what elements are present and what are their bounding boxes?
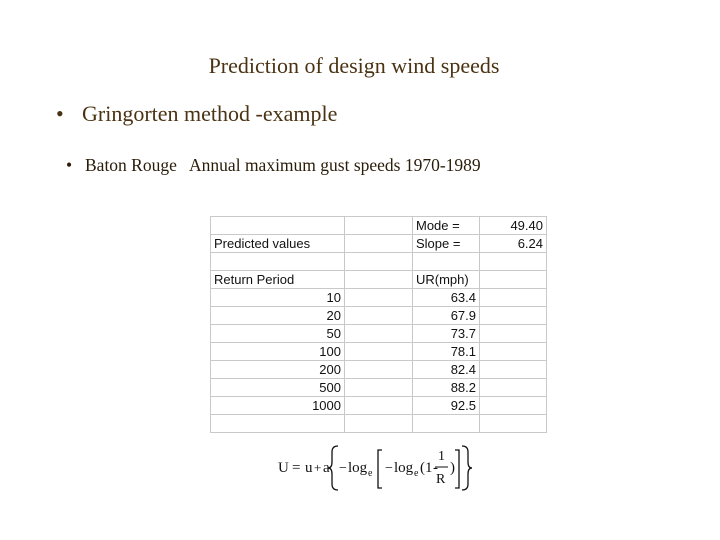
ur-cell: 88.2 — [413, 379, 480, 397]
predicted-values-label: Predicted values — [211, 235, 345, 253]
right-brace-icon — [462, 446, 472, 490]
formula-paren-open: ( — [420, 460, 425, 476]
right-bracket-icon — [455, 450, 459, 488]
ur-cell: 78.1 — [413, 343, 480, 361]
ur-cell: 82.4 — [413, 361, 480, 379]
return-period-cell: 10 — [211, 289, 345, 307]
left-bracket-icon — [378, 450, 382, 488]
formula-plus: + — [314, 460, 322, 475]
return-period-cell: 20 — [211, 307, 345, 325]
table-row — [211, 217, 547, 235]
bullet-dot: • — [56, 101, 64, 126]
mode-value: 49.40 — [480, 217, 547, 235]
table-row — [211, 253, 547, 271]
bullet-dot: • — [66, 155, 73, 175]
return-period-cell: 1000 — [211, 397, 345, 415]
formula-sub-e-1: e — [368, 468, 373, 479]
formula-log-2: log — [394, 460, 414, 476]
table-header-row — [211, 271, 547, 289]
formula-denominator: R — [436, 472, 446, 487]
ur-cell: 67.9 — [413, 307, 480, 325]
return-period-cell: 50 — [211, 325, 345, 343]
formula-minus-3: - — [433, 460, 438, 476]
formula-paren-close: ) — [450, 460, 455, 476]
formula-sub-e-2: e — [414, 468, 419, 479]
table-row — [211, 235, 547, 253]
slope-label: Slope = — [413, 235, 480, 253]
site-name: Baton Rouge — [85, 155, 177, 175]
return-period-header: Return Period — [211, 271, 345, 289]
formula-minus-1: − — [339, 461, 347, 476]
table-row — [211, 361, 547, 379]
table-row — [211, 289, 547, 307]
table-row — [211, 415, 547, 433]
return-period-cell: 500 — [211, 379, 345, 397]
formula-log-1: log — [348, 460, 368, 476]
formula-u: u — [305, 460, 313, 476]
return-period-cell: 200 — [211, 361, 345, 379]
ur-cell: 63.4 — [413, 289, 480, 307]
formula-U: U — [278, 460, 289, 476]
gringorten-formula — [278, 442, 478, 494]
mode-label: Mode = — [413, 217, 480, 235]
dataset-description: Annual maximum gust speeds 1970-1989 — [189, 155, 481, 175]
table-row — [211, 397, 547, 415]
ur-cell: 92.5 — [413, 397, 480, 415]
formula-one: 1 — [425, 460, 433, 476]
bullet-level1-text: Gringorten method -example — [82, 101, 338, 126]
formula-minus-2: − — [385, 461, 393, 476]
formula-numerator: 1 — [438, 449, 445, 464]
slope-value: 6.24 — [480, 235, 547, 253]
ur-cell: 73.7 — [413, 325, 480, 343]
table-row — [211, 307, 547, 325]
table-row — [211, 325, 547, 343]
return-period-cell: 100 — [211, 343, 345, 361]
slide-title: Prediction of design wind speeds — [208, 53, 500, 78]
table-row — [211, 379, 547, 397]
table-row — [211, 343, 547, 361]
formula-a: a — [323, 460, 330, 476]
bullet-level1 — [56, 101, 337, 127]
formula-equals: = — [292, 460, 301, 476]
results-table — [210, 216, 547, 433]
left-brace-icon — [328, 446, 338, 490]
bullet-level2 — [66, 155, 481, 176]
ur-header: UR(mph) — [413, 271, 480, 289]
